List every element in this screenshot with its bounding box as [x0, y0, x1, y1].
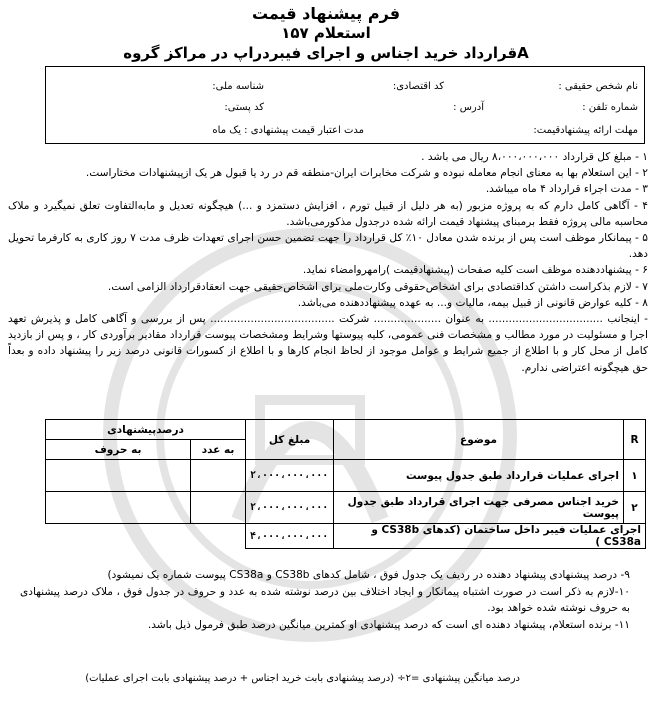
condition-item: ۶ - پیشنهاددهنده موظف است کلیه صفحات (پیشنهادقیمت )رامهروامضاء نماید. [302, 264, 648, 277]
total-row-amount: ۴،۰۰۰،۰۰۰،۰۰۰ [246, 524, 334, 549]
row-subject: خرید اجناس مصرفی جهت اجرای قرارداد طبق جدول پیوست [334, 492, 624, 524]
national-id-field: شناسه ملی: [212, 81, 264, 92]
condition-item: ۷ - لازم بذکراست داشتن کداقتصادی برای اشخاص‌حقوقی وکارت‌ملی برای اشخاص‌حقیقی جهت انعقادقرارداد الزامی است. [107, 280, 648, 293]
percent-number-cell[interactable] [191, 492, 246, 524]
table-row [46, 492, 646, 524]
inquiry-number: استعلام ۱۵۷ [281, 24, 371, 42]
header-subject: موضوع [334, 420, 624, 460]
row-subject: اجرای عملیات قرارداد طبق جدول پیوست [334, 460, 624, 492]
address-field: آدرس : [453, 102, 484, 113]
price-offer-table [45, 419, 646, 549]
conditions-list [8, 149, 648, 376]
header-by-number: به عدد [191, 440, 246, 460]
header-row-number: R [624, 420, 646, 460]
percent-letters-cell[interactable] [46, 492, 191, 524]
total-row-subject: اجرای عملیات فیبر داخل ساختمان (کدهای CS38b و CS38a ) [334, 524, 646, 549]
row-amount: ۲،۰۰۰،۰۰۰،۰۰۰ [246, 460, 334, 492]
row-number: ۲ [624, 492, 646, 524]
natural-person-field: نام شخص حقیقی : [558, 81, 638, 92]
average-formula: درصد میانگین پیشنهادی =۲÷ (درصد پیشنهادی بابت خرید اجناس + درصد پیشنهادی بابت اجرای عملیات) [85, 673, 520, 684]
percent-letters-cell[interactable] [46, 460, 191, 492]
percent-number-cell[interactable] [191, 460, 246, 492]
condition-item: ۲ - این استعلام بها به معنای انجام معامله نبوده و شرکت مخابرات ایران-منطقه قم در رد یا قبول هر یک ازپیشنهادات مختاراست. [85, 167, 648, 180]
note-item: ۱۰-لازم به ذکر است در صورت اشتباه پیمانکار و ایجاد اختلاف بین درصد نوشته شده به عدد و حروف در جدول فوق ، ملاک درصد پیشنهادی به حروف نوشته شده خواهد بود. [20, 585, 630, 614]
note-item: ۹- درصد پیشنهادی پیشنهاد دهنده در ردیف یک جدول فوق ، شامل کدهای CS38b و CS38a پیوست شماره یک نمیشود) [107, 569, 630, 581]
row-amount: ۲،۰۰۰،۰۰۰،۰۰۰ [246, 492, 334, 524]
declaration-paragraph: - اینجانب .................................. به عنوان .................... شرکت ..................................... پس از بررسی و آگاهی کامل و پذیرش تعهد اجرا و مسئولیت در مورد مطالب و مشخصات فنی عمومی، کلیه پیوستها وشرایط ومشخصات پیوست قرارداد مقادیر برآوردی کار ، و پس از بازدید کامل از محل کار و با اطلاع از جمیع شرایط و عوامل موجود از لحاظ انجام کارها و با اطلاع از کسورات قانونی درصد زیر را پیشنهاد داده و بعداً حق هیچگونه اعتراضی ندارم. [8, 313, 648, 374]
condition-item: ۴ - آگاهی کامل دارم که به پروژه مزبور (به هر دلیل از قبیل تورم ، افزایش دستمزد و ...) هیچگونه تعدیل و مابه‌التفاوت تعلق نمیگیرد و ملاک محاسبه مالی پروژه فقط برمبنای پیشنهاد قیمت ارائه شده درجدول مذکورمی‌باشد. [8, 199, 648, 228]
condition-item: ۸ - کلیه عوارض قانونی از قبیل بیمه، مالیات و... به عهده پیشنهاددهنده می‌باشد. [297, 296, 648, 309]
validity-field: مدت اعتبار قیمت پیشنهادی : یک ماه [212, 125, 364, 136]
row-number: ۱ [624, 460, 646, 492]
notes-list [20, 567, 630, 633]
table-row [46, 460, 646, 492]
submission-deadline-field: مهلت ارائه پیشنهادقیمت: [533, 125, 638, 136]
postal-code-field: کد پستی: [224, 102, 264, 113]
economic-code-field: کد اقتصادی: [392, 81, 444, 92]
total-row [46, 524, 646, 549]
condition-item: ۳ - مدت اجراء قرارداد ۴ ماه میباشد. [485, 183, 648, 196]
header-offer-percent: درصدپیشنهادی [46, 420, 246, 440]
condition-item: ۱ - مبلغ کل قرارداد ۸،۰۰۰،۰۰۰،۰۰۰ ریال می باشد . [421, 151, 648, 163]
header-total-amount: مبلغ کل [246, 420, 334, 460]
note-item: ۱۱- برنده استعلام، پیشنهاد دهنده ای است که درصد پیشنهادی او کمترین میانگین درصد طبق فرمول ذیل باشد. [147, 618, 630, 631]
empty-cell [46, 524, 246, 549]
contract-title: قرارداد خرید اجناس و اجرای فیبردراپ در مراکز گروهA [123, 44, 529, 62]
header-by-letters: به حروف [46, 440, 191, 460]
condition-item: ۵ - پیمانکار موظف است پس از برنده شدن معادل ۱۰٪ کل قرارداد را جهت تضمین حسن اجرای تعهدات ظرف مدت ۷ روز کاری به کارفرما تحویل دهد. [8, 232, 648, 261]
phone-field: شماره تلفن : [582, 102, 638, 113]
form-title: فرم پیشنهاد قیمت [251, 4, 401, 23]
bidder-info-box [45, 66, 645, 144]
